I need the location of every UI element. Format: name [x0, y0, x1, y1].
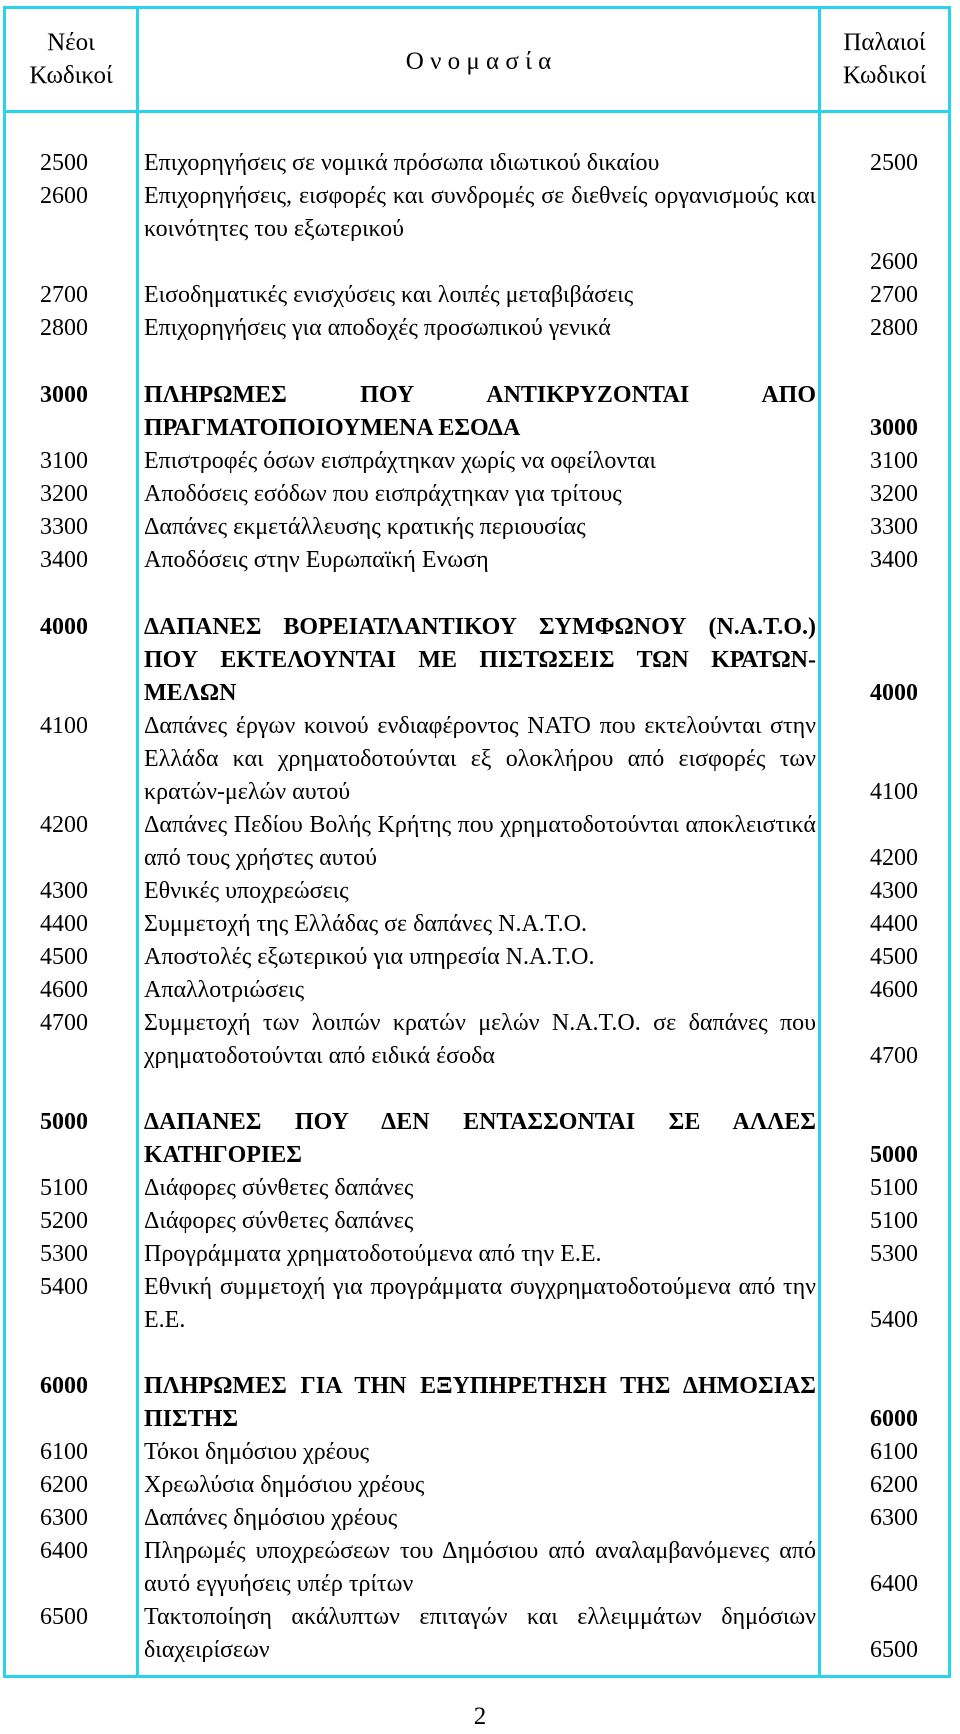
header-name: Ο ν ο μ α σ ί α	[405, 48, 552, 75]
old-code: 4400	[870, 911, 918, 937]
new-code: 5300	[40, 1241, 88, 1267]
new-code: 6400	[40, 1538, 88, 1564]
row-description: Εθνικές υποχρεώσεις	[144, 878, 349, 904]
old-code: 4600	[870, 977, 918, 1003]
row-description: Εισοδηματικές ενισχύσεις και λοιπές μεταβιβάσεις	[144, 282, 634, 308]
row-description: Τόκοι δημόσιου χρέους	[144, 1439, 370, 1465]
row-description: Δαπάνες δημόσιου χρέους	[144, 1505, 398, 1531]
old-code: 3100	[870, 448, 918, 474]
row-description: Δαπάνες έργων κοινού ενδιαφέροντος ΝΑΤΟ που εκτελούνται στην Ελλάδα και χρηματοδοτούνται εξ ολοκλήρου από εισφορές των κρατών-μελών αυτού	[144, 713, 816, 805]
new-code: 5100	[40, 1175, 88, 1201]
row-description: Δαπάνες εκμετάλλευσης κρατικής περιουσίας	[144, 514, 586, 540]
old-code: 4300	[870, 878, 918, 904]
row-description: Αποστολές εξωτερικού για υπηρεσία Ν.Α.Τ.Ο.	[144, 944, 595, 970]
old-code: 4500	[870, 944, 918, 970]
old-code: 3200	[870, 481, 918, 507]
row-description: ΠΛΗΡΩΜΕΣ ΓΙΑ ΤΗΝ ΕΞΥΠΗΡΕΤΗΣΗ ΤΗΣ ΔΗΜΟΣΙΑΣ ΠΙΣΤΗΣ	[144, 1373, 816, 1432]
old-code: 6500	[870, 1637, 918, 1663]
page-number: 2	[473, 1703, 487, 1730]
old-code: 5300	[870, 1241, 918, 1267]
row-description: Συμμετοχή των λοιπών κρατών μελών Ν.Α.Τ.Ο. σε δαπάνες που χρηματοδοτούνται από ειδικά έσοδα	[144, 1010, 816, 1069]
new-code: 4400	[40, 911, 88, 937]
column-divider-right	[818, 6, 821, 1678]
row-description: ΔΑΠΑΝΕΣ ΠΟΥ ΔΕΝ ΕΝΤΑΣΣΟΝΤΑΙ ΣΕ ΑΛΛΕΣ ΚΑΤΗΓΟΡΙΕΣ	[144, 1109, 816, 1168]
old-code: 2700	[870, 282, 918, 308]
new-code: 5000	[40, 1109, 88, 1135]
header-new-codes: Νέοι Κωδικοί	[29, 29, 113, 89]
row-description: Αποδόσεις στην Ευρωπαϊκή Ενωση	[144, 547, 489, 573]
new-code: 3300	[40, 514, 88, 540]
new-code: 3000	[40, 382, 88, 408]
new-code: 4600	[40, 977, 88, 1003]
new-code: 5400	[40, 1274, 88, 1300]
new-code: 2500	[40, 150, 88, 176]
row-description: Αποδόσεις εσόδων που εισπράχτηκαν για τρίτους	[144, 481, 622, 507]
row-description: Επιστροφές όσων εισπράχτηκαν χωρίς να οφείλονται	[144, 448, 656, 474]
row-description: Προγράμματα χρηματοδοτούμενα από την Ε.Ε.	[144, 1241, 602, 1267]
row-description: ΠΛΗΡΩΜΕΣ ΠΟΥ ΑΝΤΙΚΡΥΖΟΝΤΑΙ ΑΠΟ ΠΡΑΓΜΑΤΟΠΟΙΟΥΜΕΝΑ ΕΣΟΔΑ	[144, 382, 816, 441]
header-old-codes: Παλαιοί Κωδικοί	[842, 29, 927, 89]
old-code: 2600	[870, 249, 918, 275]
new-code: 4200	[40, 812, 88, 838]
old-code: 5000	[870, 1142, 918, 1168]
row-description: Πληρωμές υποχρεώσεων του Δημόσιου από αναλαμβανόμενες από αυτό εγγυήσεις υπέρ τρίτων	[144, 1538, 816, 1597]
new-code: 2600	[40, 183, 88, 209]
old-code: 3000	[870, 415, 918, 441]
old-code: 6200	[870, 1472, 918, 1498]
row-description: Επιχορηγήσεις, εισφορές και συνδρομές σε διεθνείς οργανισμούς και κοινότητες του εξωτερικού	[144, 183, 816, 242]
old-code: 2800	[870, 315, 918, 341]
old-code: 4100	[870, 779, 918, 805]
old-code: 3400	[870, 547, 918, 573]
row-description: Τακτοποίηση ακάλυπτων επιταγών και ελλειμμάτων δημόσιων διαχειρίσεων	[144, 1604, 816, 1663]
row-description: Χρεωλύσια δημόσιου χρέους	[144, 1472, 425, 1498]
column-divider-left	[136, 6, 139, 1678]
new-code: 4500	[40, 944, 88, 970]
old-code: 5400	[870, 1307, 918, 1333]
row-description: Διάφορες σύνθετες δαπάνες	[144, 1175, 414, 1201]
old-code: 6400	[870, 1571, 918, 1597]
old-code: 3300	[870, 514, 918, 540]
row-description: Διάφορες σύνθετες δαπάνες	[144, 1208, 414, 1234]
new-code: 3100	[40, 448, 88, 474]
old-code: 4000	[870, 680, 918, 706]
new-code: 3400	[40, 547, 88, 573]
new-code: 2700	[40, 282, 88, 308]
new-code: 6500	[40, 1604, 88, 1630]
header-divider	[3, 110, 951, 113]
new-code: 4100	[40, 713, 88, 739]
row-description: ΔΑΠΑΝΕΣ ΒΟΡΕΙΑΤΛΑΝΤΙΚΟΥ ΣΥΜΦΩΝΟΥ (Ν.Α.Τ.Ο.) ΠΟΥ ΕΚΤΕΛΟΥΝΤΑΙ ΜΕ ΠΙΣΤΩΣΕΙΣ ΤΩΝ ΚΡΑΤΩΝ-ΜΕΛΩΝ	[144, 614, 816, 706]
row-description: Απαλλοτριώσεις	[144, 977, 305, 1003]
row-description: Επιχορηγήσεις για αποδοχές προσωπικού γενικά	[144, 315, 611, 341]
old-code: 5100	[870, 1208, 918, 1234]
row-description: Επιχορηγήσεις σε νομικά πρόσωπα ιδιωτικού δικαίου	[144, 150, 660, 176]
new-code: 3200	[40, 481, 88, 507]
row-description: Εθνική συμμετοχή για προγράμματα συγχρηματοδοτούμενα από την Ε.Ε.	[144, 1274, 816, 1333]
old-code: 4200	[870, 845, 918, 871]
new-code: 4300	[40, 878, 88, 904]
old-code: 2500	[870, 150, 918, 176]
old-code: 6100	[870, 1439, 918, 1465]
old-code: 6300	[870, 1505, 918, 1531]
new-code: 6100	[40, 1439, 88, 1465]
row-description: Συμμετοχή της Ελλάδας σε δαπάνες Ν.Α.Τ.Ο.	[144, 911, 588, 937]
old-code: 6000	[870, 1406, 918, 1432]
new-code: 4000	[40, 614, 88, 640]
new-code: 6000	[40, 1373, 88, 1399]
row-description: Δαπάνες Πεδίου Βολής Κρήτης που χρηματοδοτούνται αποκλειστικά από τους χρήστες αυτού	[144, 812, 816, 871]
new-code: 5200	[40, 1208, 88, 1234]
old-code: 5100	[870, 1175, 918, 1201]
old-code: 4700	[870, 1043, 918, 1069]
new-code: 6200	[40, 1472, 88, 1498]
new-code: 6300	[40, 1505, 88, 1531]
new-code: 4700	[40, 1010, 88, 1036]
new-code: 2800	[40, 315, 88, 341]
